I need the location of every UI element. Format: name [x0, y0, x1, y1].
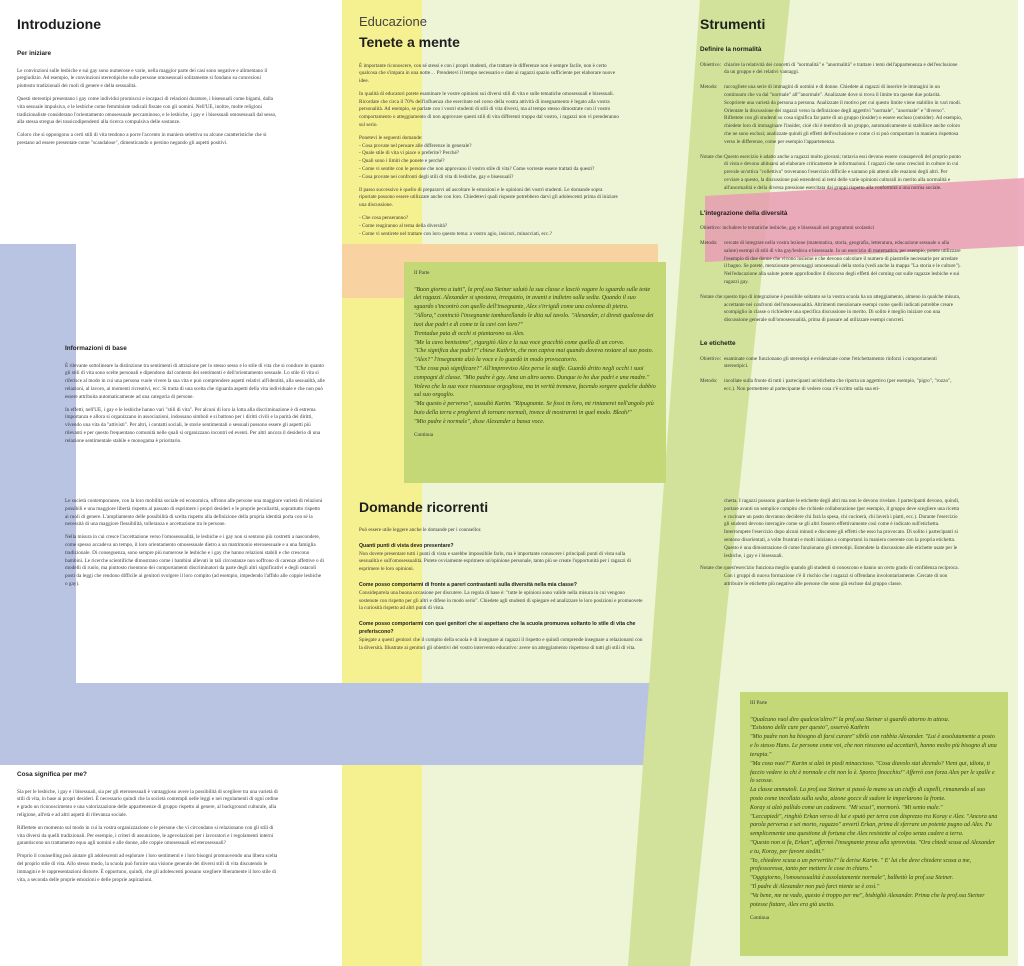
- section-title-tenete-a-mente: Tenete a mente: [359, 33, 460, 50]
- objective-text: Obiettivo: includere le tematiche lesbiche, gay e bisessuali nei programmi scolastici: [700, 225, 875, 232]
- section-title-introduzione: Introduzione: [17, 16, 101, 32]
- item-label: Notate che:: [700, 293, 724, 300]
- paragraph: chetta. I ragazzi possono guardare le etichette degli altri ma non le devono rivelare. I partecipanti devono, quindi, portare avanti un semplice compito che richiede collaborazione (per esempio, il gruppo deve scegliere una ricetta e cucinare un pasto dovranno decidere chi farà la spesa, chi cucinerà, chi laverà i piatti, ecc.). Durante l'esercizio gli studenti devono interagire come se gli altri fossero effettivamente così come è indicato sull'etichetta. Interrompete l'esercizio dopo alcuni minuti e discutete gli effetti che esso ha provocato. Di solito i partecipanti si sentono disorientati, a volte frustrati e molti iniziano a comportarsi in maniera coerente con la propria etichetta. Questo è una dimostrazione di come funzionano gli stereotipi. Estendete la discussione alle etichette usate per le lesbiche, i gay e i bisessuali.: [724, 498, 960, 559]
- item-text: quest'esercizio funziona meglio quando gli studenti si conoscono e hanno un certo grado di confidenza reciproca. Con i gruppi di nuova formazione c'è il rischio che i ragazzi si offendano involontariamente. Cercate di non attribuire le etichette più negative alle persone che sono già escluse dal gruppo classe.: [724, 565, 959, 587]
- right-column-continued: [700, 498, 962, 596]
- subheading-definire-la-normalita: Definire la normalità: [700, 46, 762, 53]
- section-title-strumenti: Strumenti: [700, 16, 766, 32]
- left-column-info: [65, 344, 325, 451]
- paragraph: In qualità di educatori potete esaminare le vostre opinioni sui diversi stili di vita e sulle tematiche omosessuali e bisessuali. Ricordate che circa il 70% dell'influenza che esercitate nel corso della vostra attività di insegnamento è legato alla vostra personalità. Ad esempio, se parlate con i vostri studenti di stili di vita diversi, ma al tempo stesso dimostrate con il vostro comportamento o atteggiamento di non approvare questi stili di vita differenti troppo dal vostro, i ragazzi non vi prenderanno sul serio.: [359, 90, 619, 129]
- faq-answer: Spiegate a questi genitori che il compito della scuola è di insegnare ai ragazzi il rispetto e quindi comprende insegnare a relazionarsi con la diversità. Illustrate ai genitori gli obiettivi del vostro intervento educativo: avere un atteggiamento rispettoso di tutti gli stili di vita.: [359, 636, 643, 651]
- item-label: Obiettivo:: [700, 61, 722, 68]
- subheading-cosa-significa: Cosa significa per me?: [17, 771, 87, 778]
- faq-question: Come posso comportarmi con quei genitori che si aspettano che la scuola promuova soltanto lo stile di vita che preferiscono?: [359, 621, 636, 635]
- story-part-3-box: [740, 692, 1008, 956]
- question-list: Ponetevi le seguenti domande: - Cosa provate nel pensare alle differenze in generale? - Quale stile di vita vi piace o preferite? Perché? - Quali sono i limiti che ponete e perché? - Come vi sentite con le persone che non approvano il vostro stile di vita? Come vorreste essere trattati da questi? - Cosa provate nei confronti degli stili di vita di lesbiche, gay e bisessuali?: [359, 134, 595, 180]
- story-continue-label: Continua: [750, 914, 770, 921]
- faq-answer: Considератela una buona occasione per discutere. La regola di base è: "tutte le opinioni sono valide nella misura in cui vengono sostenute con rispetto per gli altri e difese in modo serio". Chiedete agli studenti di spiegare ed analizzare le loro posizioni e promuovete la curiosità rispetto ad altri punti di vista.: [359, 589, 643, 612]
- story-part-2-box: [404, 262, 666, 483]
- activity-item: [700, 565, 962, 588]
- middle-column-top: [359, 12, 621, 238]
- story-continue-label: Continua: [414, 431, 434, 438]
- item-label: Metodo:: [700, 239, 718, 246]
- paragraph: Questi stereotipi presentano i gay come individui promiscui e incapaci di relazioni durature, i bisessuali come bigami, dalla vita sessuale impulsiva, e le lesbiche come femministe radicali fissate con gli uomini. Nell'UE, inoltre, molte religioni tradizionaliste considerano l'orientamento omosessuale peccaminoso, e le lesbiche, i gay e i bisessuali omosessuali dal sesso, alla stessa stregua dei tossicodipendenti alla ricerca compulsiva delle sostanze.: [17, 96, 277, 126]
- item-text: esaminate come funzionano gli stereotipi e evidenziate come l'etichettamento rinforzi i comportamenti stereotipici.: [724, 355, 937, 370]
- left-column-bottom: [17, 770, 279, 889]
- item-text: Questo esercizio è adatto anche a ragazzi molto giovani; tuttavia essi devono essere consapevoli del proprio punto di vista e devono abituarsi ad elaborare criticamente le informazioni. I ragazzi che sono cresciuti in culture in cui prevale un'ottica "collettiva" troveranno l'esercizio difficile e saranno più attenti alle reazioni degli altri. Per ovviare a questo, la discussione può estendersi ai temi delle varie opinioni culturali in merito alla normalità e all'anormalità e della diversa pressione esercitata dai gruppi rispetto alla conformità a una norma sociale.: [724, 153, 961, 191]
- question-list: - Che cosa penseranno? - Come reagiranno al tema della diversità? - Come vi sentirete nel trattare con loro questo tema: a vostro agio, insicuri, minacciati, ecc.?: [359, 215, 552, 237]
- activity-item: [700, 294, 962, 325]
- activity-item: [700, 240, 962, 287]
- paragraph: È importante riconoscere, con sé stessi e con i propri studenti, che trattare le differenze non è sempre facile, non è certo qualcosa che s'impara in una notte… Prendetevi il tempo necessario e date ai ragazzi spazio sufficiente per elaborare nuove idee.: [359, 62, 616, 85]
- subheading-le-etichette: Le etichette: [700, 339, 736, 347]
- item-text: chiarire la relatività dei concetti di "normalità" e "anormalità" e trattare i temi dell'appartenenza e dell'esclusione da un gruppo e dei relativi vantaggi.: [724, 61, 958, 76]
- story-text: "Buon giorno a tutti", la prof.ssa Steiner salutò la sua classe e lasciò vagare lo sguardo sulle teste dei ragazzi. Alexander si spostava, irrequieto, in avanti e indietro sulla sedia. Quando il suo sguardo s'incontrò con quello dell'insegnante, Alex s'irrigidì come una colonna di pietra. "Allora," cominciò l'insegnante tamburellando le dita sul tavolo. "Alexander, ci diresti qualcosa dei tuoi due padri e di come te la cavi con loro?" Trentadue paia di occhi si piantarono su Alex. "Me la cavo benissimo", rigurgitò Alex e la sua voce gracchiò come quella di un corvo. "Che significa due padri?" chiese Kathrin, che non capiva mai quando doveva restare al suo posto. "Alex?" l'insegnante alzò la voce e lo guardò in modo provocatorio. "Che cosa può significare?" All'improvviso Alex perse le staffe. Guardò dritto negli occhi i suoi compagni di classe. "Mio padre è gay. Ama un altro uomo. Dunque io ho due padri e una madre." Voleva che la sua voce risuonasse orgogliosa, ma in verità tremava, facendo sorgere qualche dubbio sul suo orgoglio. "Ma questo è perverso", sussultò Karim. "Ripugnante. Se fossi in loro, mi rintanerei nell'angolo più buio della terra e pregherei di tornare normali, invece di mostrarmi in quel modo. Bleah!" "Mio padre è normale", disse Alexander a bassa voce.: [414, 286, 656, 425]
- paragraph: Sia per le lesbiche, i gay e i bisessuali, sia per gli eterosessuali è vantaggioso avere la possibilità di scegliere tra una varietà di stili di vita, in base ai propri desideri. È necessario quindi che la società contempli nelle leggi e nei regolamenti di ogni ordine e grado un riconoscimento e una valorizzazione delle appartenenze di gruppo rispetto al genere, al background culturale, alla religione, all'età e ad altri aspetti di rilevanza sociale.: [17, 788, 279, 818]
- paragraph: Il passo successivo è quello di prepararvi ad ascoltare le emozioni e le opinioni dei vostri studenti. Le domande sopra riportate possono essere utilizzate anche con loro. Chiedetevi quali risposte potrebbero darvi gli adolescenti prima di iniziare una discussione.: [359, 186, 618, 209]
- item-label: Metodo:: [700, 84, 718, 91]
- activity-item: [700, 356, 962, 372]
- faq-answer: Non dovete presentare tutti i punti di vista e sarebbe impossibile farlo, ma è importante conoscere i principali punti di vista sulla sessualità e sull'omosessualità. Potete ovviamente esprimere un'opinione personale, tanto più se create l'opportunità per i ragazzi di esprimere le loro opinioni.: [359, 550, 631, 573]
- faq-question: Come posso comportarmi di fronte a pareri contrastanti sulla diversità nella mia classe?: [359, 581, 577, 588]
- left-column-society: [65, 498, 325, 594]
- activity-item: [700, 154, 962, 193]
- subheading-per-iniziare: Per iniziare: [17, 50, 52, 57]
- item-label: Notate che:: [700, 153, 724, 160]
- activity-item: [700, 378, 962, 394]
- item-label: Notate che:: [700, 565, 724, 572]
- activity-item: [700, 84, 962, 146]
- paragraph: Può essere utile leggere anche le domande per i counsellor.: [359, 527, 482, 533]
- paragraph: In effetti, nell'UE, i gay e le lesbiche hanno vari "stili di vita". Per alcuni di loro la lotta alla discriminazione è di estrema importanza e allora si organizzano in associazioni, indossano simboli e si battono per i diritti civili e la parità dei diritti, vivendo una vita da "attivisti". Per altri, i contatti sociali, le storie sentimentali o sessuali possono essere gli aspetti più rilevanti e per questo frequentano comunità nelle quali si organizzano incontri ed eventi. Per altri ancora il desiderio di una relazione sentimentale stabile e monogama è prioritario.: [65, 406, 321, 444]
- faq-question: Quanti punti di vista devo presentare?: [359, 542, 454, 549]
- left-column-top: [17, 14, 277, 153]
- item-text: incollate sulla fronte di tutti i partecipanti un'etichetta che riporta un aggettivo (per esempio, "pigro", "rozzo", ecc.). Non permettete al partecipante di vedere cosa c'è scritto sulla sua eti-: [724, 378, 952, 392]
- kicker-educazione: Educazione: [359, 14, 427, 29]
- subheading-informazioni-di-base: Informazioni di base: [65, 345, 127, 352]
- paragraph: Le società contemporanee, con la loro mobilità sociale ed economica, offrono alle persone una maggiore varietà di relazioni possibili e una maggiore libertà rispetto al passato di esprimere i propri desideri e le proprie peculiarità, soprattutto rispetto ai ruoli di genere. L'ampliamento delle possibilità di scelta rispetto alla definizione della propria identità porta con sé la necessità di una maggiore flessibilità, tolleranza e accettazione tra le persone.: [65, 498, 323, 528]
- subheading-integrazione-diversita: L'integrazione della diversità: [700, 209, 788, 217]
- paragraph: Riflettete un momento sul modo in cui la vostra organizzazione o le persone che vi circondano si relazionano con gli stili di vita diversi da quelli tradizionali. Per esempio, i criteri di assunzione, le agevolazioni per i lavoratori e i regolamenti interni garantiscono un trattamento equo agli uomini e alle donne, alle coppie omosessuali ed eterosessuali?: [17, 824, 274, 847]
- story-part-label: III Parte: [750, 700, 768, 706]
- section-title-domande-ricorrenti: Domande ricorrenti: [359, 499, 489, 515]
- item-text: raccogliete una serie di immagini di uomini e di donne. Chiedete ai ragazzi di inserire le immagini in un continuum che va dal "normale" all'"anormale". Analizzate dove si trova il limite tra queste due polarità. Scoprirete una varietà da persona a persona. Analizzate il motivo per cui questo limite viene stabilito in vari modi. Orientate la discussione dei ragazzi verso la definizione degli aggettivi "normale", "anormale" e "diverso". Riflettete con gli studenti su cosa significa far parte di un gruppo (insider) o essere escluso (outsider). Ad esempio, chiedete loro di immaginare l'insider, cioè chi è membro di un gruppo, automaticamente si stabilisce anche coloro che ne sono esclusi; analizzate quindi gli effetti dell'esclusione e come ci si può comportare in maniera rispettosa verso le differenze, come per esempio l'appartenenza.: [724, 84, 962, 145]
- item-text: cercate di integrare nella vostra lezione (matematica, storia, geografia, letteratura, educazione sessuale o alla salute) esempi di stili di vita gay/lesbica e bisessuale. In un esercizio di matematica, per esempio, potete utilizzare l'esempio di due donne che vivono insieme e che devono calcolare il numero di piastrelle necessarie per arredare il bagno. Se potete, menzionate personaggi omosessuali della storia (vedi anche la mappa "La storia e le culture"). Nell'educazione alla salute potete approfondire il discorso degli effetti del coming out sulle ragazze lesbiche e sui ragazzi gay.: [724, 239, 961, 285]
- paragraph: Proprio il counselling può aiutare gli adolescenti ad esplorare i loro sentimenti e i loro bisogni promuovendo una libera scelta del proprio stile di vita. Allo stesso modo, la scuola può fornire una visione generale dei diversi stili di vita discutendo le immagini e le rappresentazioni distorte. È opportuno, quindi, che gli adolescenti possano scegliere liberamente il loro stile di vita, a seconda delle proprie emozioni e delle proprie aspirazioni.: [17, 853, 278, 883]
- item-text: questo tipo di integrazione è possibile soltanto se la vostra scuola ha un atteggiamento, almeno in qualche misura, accettante nei confronti dell'omosessualità. Altrimenti menzionare esempi come quelli indicati potrebbe creare scompiglio in classe o richiedere una specifica discussione in merito. Di solito è meglio iniziare con una discussione generale sull'omosessualità, prima di passare ad utilizzare esempi concreti.: [724, 293, 961, 324]
- story-part-label: II Parte: [414, 270, 430, 276]
- activity-item: [700, 62, 962, 78]
- item-label: Obiettivo:: [700, 355, 722, 362]
- story-text: "Qualcuno vuol dire qualcos'altro?" la prof.ssa Steiner si guardò attorno in attesa. "Esistono delle cure per questo", osservò Kathrin "Mio padre non ha bisogno di farsi curare" sibilò con rabbia Alexander. "Lui è assolutamente a posto e lo stesso Hans. Le persone come voi, che non riescono ad accettarli, hanno molto più bisogno di una terapia." "Ma cosa vuoi?" Karim si alzò in piedi minaccioso. "Cosa diavolo stai dicendo? Vieni qui, idiota, ti faccio vedere io chi è normale e chi non lo è. Sporco finocchio!" Afferrò con forza Alex per le spalle e lo scosse. La classe ammutolì. La prof.ssa Steiner si passò la mano su un ciuffo di capelli, rimanendo al suo posto come incollata sulla sedia, alzone gocce di sudore le imperlarono la fronte. Koray si alzò pallido come un cadavere. "Mi scusi", mormorò. "Mi sento male." "Leccapiedi", ringhiò Erkan verso di lui e sputò per terra con disprezzo tra Koray e Alex. "Ancora una parola perversa e sei morto, ragazzo" avvertì Erkan, prima di sferrare un potente pugno ad Alex. Fu semplicemente una questione di fortuna che Alex resistette al colpo senza cadere a terra. "Questo non si fa, Erkan", affermò l'insegnante presa alla sprovvista. "Ora chiedi scusa ad Alexander e tu, Koray, per favore siediti." "Io, chiedere scusa a un pervertito?" la derise Karim. " E' lui che deve chiedere scusa a me, professoressa, tanto per mettere le cose in chiaro." "Oggigiorno, l'omosessualità è assolutamente normale", balbettò la prof.ssa Steiner. "Il padre di Alexander non può farci niente se è così." "Va bene, me ne vado, questo è troppo per me", bisbigliò Alexander. Prima che la prof.ssa Steiner potesse fiatare, Alex era già uscito.: [750, 716, 998, 908]
- paragraph: Coloro che si oppongono a certi stili di vita tendono a porre l'accento in maniera selettiva su alcune caratteristiche che si prestano ad essere presentate come "scandalose", dimenticando o persino negando gli aspetti positivi.: [17, 132, 267, 146]
- middle-column-faq: [359, 497, 643, 657]
- item-label: Metodo:: [700, 378, 718, 385]
- paragraph: Nella misura in cui cresce l'accettazione verso l'omosessualità, le lesbiche e i gay non si sentono più costretti a nascondere, come spesso accadeva un tempo, il loro orientamento omosessuale dietro a un matrimonio eterosessuale e a una famiglia tradizionale. Di conseguenza, sono sempre più numerose le lesbiche e i gay che hanno relazioni stabili e che crescono bambini. Le ricerche scientifiche dimostrano come i bambini allevati in tali circostanze non soffrono di carenze affettive o di modelli di ruolo, ma piuttosto risentono dei comportamenti discriminatori da parte degli altri significativi e degli ostacoli posti da leggi che rendono difficile ai genitori svolgere il loro compito (ad esempio, impedendo l'affido alle coppie lesbiche o gay).: [65, 534, 324, 587]
- right-column-top: [700, 14, 962, 401]
- paragraph: Le convinzioni sulle lesbiche e sui gay sono numerose e varie, nella maggior parte dei casi sono negative e alimentano il pregiudizio. Ad esempio, le convinzioni stereotipiche sulle persone omosessuali solitamente si fondano su concezioni piuttosto tradizionali dei ruoli di genere e della sessualità.: [17, 67, 268, 90]
- paragraph: È rilevante sottolineare la distinzione tra sentimenti di attrazione per lo stesso sesso e lo stile di vita che si conduce in quanto gli stili di vita sono scelte personali e dipendono dal contesto dei sentimenti e dell'orientamento sessuale. Lo stile di vita si riferisce al modo in cui una persona vuole vivere la sua vita e può comprendere aspetti relativi all'identità, alla sessualità, alle relazioni, al lavoro, ai momenti ricreativi, ecc. Si tratta di una scelta che riguarda aspetti della vita individuale e che non può essere attribuita automaticamente ad una categoria di persone.: [65, 362, 325, 400]
